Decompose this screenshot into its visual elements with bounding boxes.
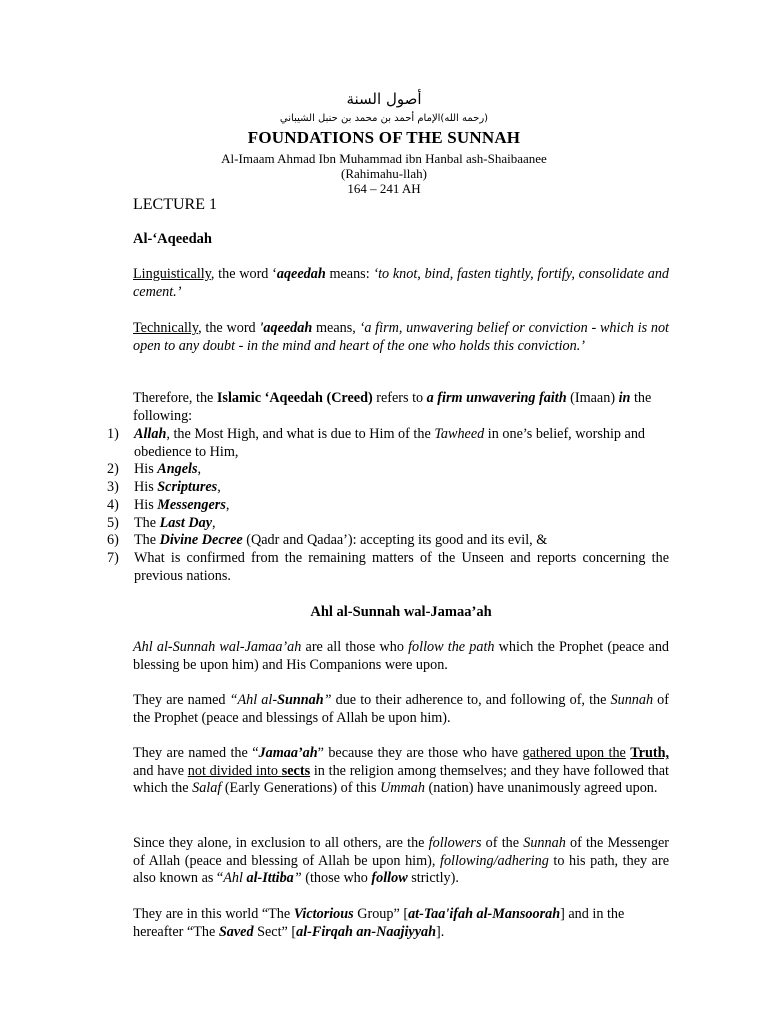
technical-text-2: means,: [312, 320, 360, 336]
named-sunnah-paragraph: They are named “Ahl al-Sunnah” due to their adherence to, and following of, the Sunnah of the Prophet (peace and blessings of Allah be upon him).: [133, 692, 670, 726]
linguistic-lead: Linguistically: [133, 266, 211, 282]
arabic-title: أصول السنة: [346, 90, 422, 108]
list-text: The Last Day,: [134, 514, 216, 531]
list-text: His Messengers,: [134, 496, 230, 513]
linguistic-definition: [133, 266, 669, 301]
list-number: 6): [107, 532, 119, 549]
list-item: [107, 515, 669, 533]
technical-definition: [133, 320, 669, 355]
linguistic-def: ‘to knot, bind, fasten tightly, fortify, consolidate and cement.’: [133, 266, 670, 300]
page-title: FOUNDATIONS OF THE SUNNAH: [247, 128, 521, 147]
therefore-paragraph: [133, 390, 669, 425]
arabic-subtitle: (رحمه الله)الإمام أحمد بن محمد بن حنبل الشيباني: [279, 113, 489, 124]
list-number: 4): [107, 496, 119, 513]
list-item: [107, 532, 669, 550]
lecture-heading: LECTURE 1: [133, 196, 217, 213]
list-number: 7): [107, 549, 119, 566]
list-item: [107, 497, 669, 515]
linguistic-text-1: , the word ‘: [210, 266, 277, 282]
therefore-bold-1: Islamic ‘Aqeedah (Creed): [216, 390, 373, 406]
technical-def: ‘a firm, unwavering belief or conviction - which is not open to any doubt - in the mind and heart of the one who holds this conviction.’: [133, 320, 669, 354]
technical-term: 'aqeedah: [259, 320, 313, 336]
therefore-text-2: refers to: [372, 390, 427, 406]
linguistic-text-2: means:: [325, 266, 374, 282]
list-text: Allah, the Most High, and what is due to Him of the Tawheed in one’s belief, worship and obedience to Him,: [134, 426, 646, 460]
dates-line: 164 – 241 AH: [347, 181, 421, 196]
therefore-bold-italic-1: a firm unwavering faith: [426, 390, 567, 406]
therefore-text-3: (Imaan): [566, 390, 619, 406]
list-number: 1): [107, 426, 119, 442]
belief-list: [107, 426, 669, 585]
list-text: His Angels,: [134, 461, 202, 478]
technical-lead: Technically: [133, 320, 199, 336]
victorious-paragraph: They are in this world “The Victorious Group” [at-Taa'ifah al-Mansoorah] and in the hereafter “The Saved Sect” [al-Firqah an-Naajiyyah].: [133, 906, 625, 940]
list-text: His Scriptures,: [134, 479, 221, 496]
list-number: 3): [107, 479, 119, 496]
ahl-sunnah-heading: Ahl al-Sunnah wal-Jamaa’ah: [310, 604, 492, 620]
list-number: 2): [107, 461, 119, 478]
author-line: Al-Imaam Ahmad Ibn Muhammad ibn Hanbal ash-Shaibaanee: [221, 151, 547, 166]
honorific-line: (Rahimahu-llah): [341, 166, 427, 181]
list-text: The Divine Decree (Qadr and Qadaa’): accepting its good and its evil, &: [134, 532, 548, 549]
therefore-text-1: Therefore, the: [133, 390, 217, 406]
named-jamaah-paragraph: They are named the “Jamaa’ah” because they are those who have gathered upon the Truth, and have not divided into sects in the religion among themselves; and they have followed that which the Salaf (Early Generations) of this Ummah (nation) have unanimously agreed upon.: [133, 745, 670, 796]
list-item: [107, 479, 669, 497]
ahl-paragraph: Ahl al-Sunnah wal-Jamaa’ah are all those who follow the path which the Prophet (peace and blessing be upon him) and His Companions were upon.: [133, 639, 670, 673]
technical-text-1: , the word: [198, 320, 260, 336]
followers-paragraph: Since they alone, in exclusion to all others, are the followers of the Sunnah of the Messenger of Allah (peace and blessing of Allah be upon him), following/adhering to his path, they are also known as “Ahl al-Ittiba” (those who follow strictly).: [133, 835, 670, 886]
therefore-text-4: the following:: [133, 390, 652, 424]
list-item: [107, 426, 669, 461]
list-item: [107, 461, 669, 479]
aqeedah-heading: Al-‘Aqeedah: [133, 231, 212, 247]
list-item: [107, 550, 669, 585]
list-number: 5): [107, 514, 119, 531]
therefore-bold-italic-2: in: [618, 390, 631, 406]
list-text: What is confirmed from the remaining matters of the Unseen and reports concerning the previous nations.: [134, 549, 669, 584]
linguistic-term: aqeedah: [276, 266, 326, 282]
